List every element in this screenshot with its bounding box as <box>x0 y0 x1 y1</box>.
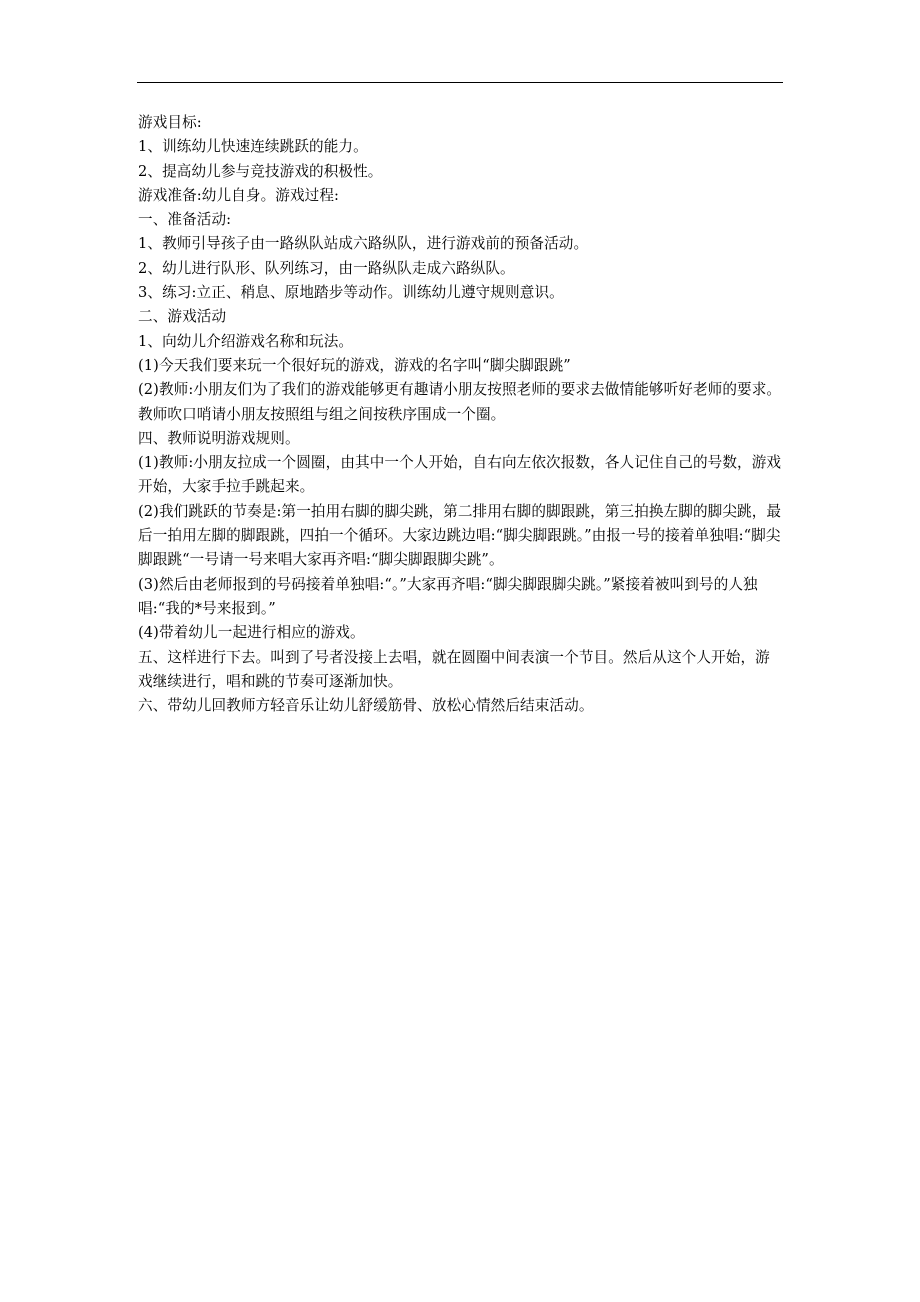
paragraph-section-4-sub-2: (2)我们跳跃的节奏是:第一拍用右脚的脚尖跳，第二排用右脚的脚跟跳，第三拍换左脚的脚尖跳，最后一拍用左脚的脚跟跳，四拍一个循环。大家边跳边唱:“脚尖脚跟跳。”由报一号的接着单独唱:“脚尖脚跟跳“一号请一号来唱大家再齐唱:“脚尖脚跟脚尖跳”。 <box>138 502 782 569</box>
paragraph-section-2-sub-1: (1)今天我们要来玩一个很好玩的游戏，游戏的名字叫“脚尖脚跟跳” <box>138 356 571 374</box>
paragraph-whistle: 教师吹口哨请小朋友按照组与组之间按秩序围成一个圈。 <box>138 405 506 423</box>
paragraph-section-2-sub-2: (2)教师:小朋友们为了我们的游戏能够更有趣请小朋友按照老师的要求去做情能够听好老师的要求。 <box>138 381 782 399</box>
document-body <box>138 111 784 718</box>
paragraph-goal-2: 2、提高幼儿参与竞技游戏的积极性。 <box>138 162 383 180</box>
paragraph-section-2-item-1: 1、向幼儿介绍游戏名称和玩法。 <box>138 332 354 350</box>
paragraph-section-4-heading: 四、教师说明游戏规则。 <box>138 429 300 447</box>
paragraph-section-1-item-1: 1、教师引导孩子由一路纵队站成六路纵队，进行游戏前的预备活动。 <box>138 235 589 253</box>
paragraph-goal-1: 1、训练幼儿快速连续跳跃的能力。 <box>138 138 368 156</box>
paragraph-preparation: 游戏准备:幼儿自身。游戏过程: <box>138 186 340 204</box>
paragraph-section-4-sub-3: (3)然后由老师报到的号码接着单独唱:“。”大家再齐唱:“脚尖脚跟脚尖跳。”紧接着被叫到号的人独唱:“我的*号来报到。” <box>138 575 758 617</box>
paragraph-section-6: 六、带幼儿回教师方轻音乐让幼儿舒缓筋骨、放松心情然后结束活动。 <box>138 697 594 715</box>
paragraph-section-4-sub-1: (1)教师:小朋友拉成一个圆圈，由其中一个人开始，自右向左依次报数，各人记住自己的号数，游戏开始，大家手拉手跳起来。 <box>138 454 782 496</box>
paragraph-section-5: 五、这样进行下去。叫到了号者没接上去唱，就在圆圈中间表演一个节目。然后从这个人开始，游戏继续进行，唱和跳的节奏可逐渐加快。 <box>138 648 770 690</box>
paragraph-game-goal-heading: 游戏目标: <box>138 114 202 131</box>
paragraph-section-2-heading: 二、游戏活动 <box>138 308 227 326</box>
paragraph-section-1-heading: 一、准备活动: <box>138 211 232 229</box>
paragraph-section-1-item-2: 2、幼儿进行队形、队列练习，由一路纵队走成六路纵队。 <box>138 259 515 277</box>
header-rule <box>137 82 783 83</box>
paragraph-section-1-item-3: 3、练习:立正、稍息、原地踏步等动作。训练幼儿遵守规则意识。 <box>138 284 564 302</box>
paragraph-section-4-sub-4: (4)带着幼儿一起进行相应的游戏。 <box>138 624 365 642</box>
